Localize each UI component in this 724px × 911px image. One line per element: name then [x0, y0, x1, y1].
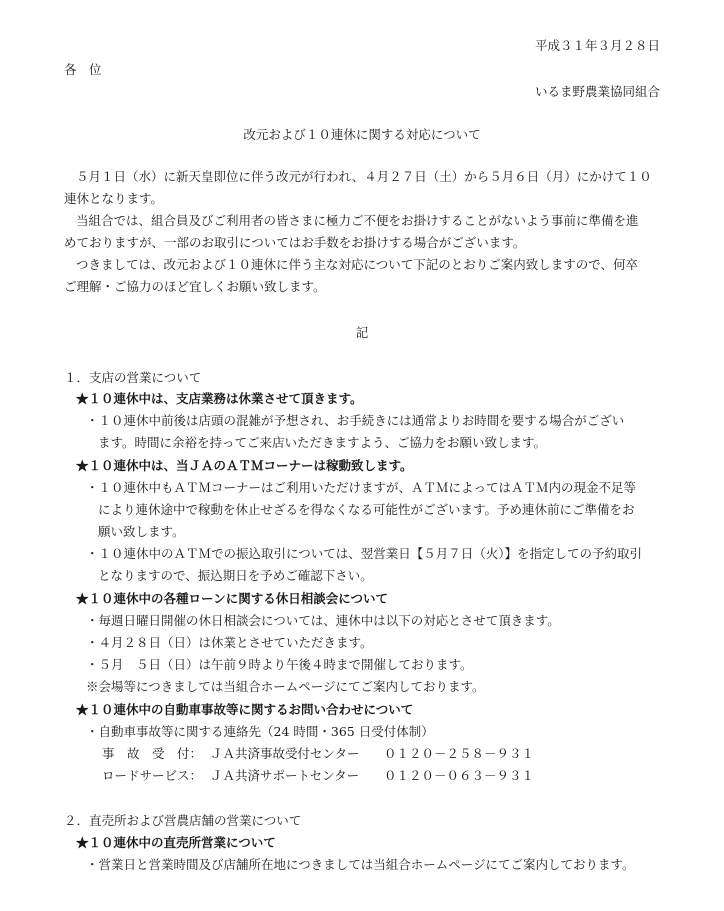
section-1-subheading-1: ★１０連休中は、支店業務は休業させて頂きます。: [76, 391, 363, 406]
section-2-subheading-1: ★１０連休中の直売所営業について: [76, 835, 276, 850]
contact-row-accident: [102, 745, 534, 763]
section-1-sub-3-bullet-3: ・５月 ５日（日）は午前９時より午後４時まで開催しております。: [86, 657, 473, 672]
section-1-subheading-4: ★１０連休中の自動車事故等に関するお問い合わせについて: [76, 702, 414, 717]
section-1-sub-3-bullet-1: ・毎週日曜日開催の休日相談会については、連休中は以下の対応とさせて頂きます。: [86, 613, 560, 628]
section-1-sub-2-bullet-2-line-1: ・１０連休中のＡＴＭでの振込取引については、翌営業日【５月７日（火）】を指定しての予約取引: [86, 546, 643, 561]
section-1-sub-1-bullet-1-line-2: ます。時間に余裕を持ってご来店いただきますよう、ご協力をお願い致します。: [98, 435, 547, 450]
section-1-sub-2-bullet-1-line-2: により連休途中で稼動を休止せざるを得なくなる可能性がございます。予め連休前にご準備をお: [98, 502, 635, 517]
section-1-sub-2-bullet-1-line-3: 願い致します。: [98, 524, 185, 539]
intro-paragraph-1-line-1: ５月１日（水）に新天皇即位に伴う改元が行われ、４月２７日（土）から５月６日（月）にかけて１０: [76, 169, 652, 184]
intro-paragraph-3-line-1: つきましては、改元および１０連休に伴う主な対応について下記のとおりご案内致しますので、何卒: [76, 257, 639, 272]
intro-paragraph-2-line-1: 当組合では、組合員及びご利用者の皆さまに極力ご不便をお掛けすることがないよう事前に準備を進: [76, 213, 639, 228]
section-1-sub-3-note: ※会場等につきましては当組合ホームページにてご案内しております。: [86, 679, 485, 694]
contact-center-name: ＪＡ共済サポートセンター: [210, 768, 360, 783]
section-2-sub-1-bullet-1: ・営業日と営業時間及び店舗所在地につきましては当組合ホームページにてご案内しております。: [86, 857, 635, 872]
section-1-sub-1-bullet-1-line-1: ・１０連休中前後は店頭の混雑が予想され、お手続きには通常よりお時間を要する場合がござい: [86, 413, 625, 428]
contact-label: ロードサービス：: [102, 768, 203, 783]
issuing-organization: いるま野農業協同組合: [534, 84, 660, 99]
section-1-subheading-2: ★１０連休中は、当ＪＡのＡＴＭコーナーは稼動致します。: [76, 458, 413, 473]
contact-phone-number: ０１２０－２５８－９３１: [384, 746, 535, 761]
section-1-sub-2-bullet-1-line-1: ・１０連休中もＡＴＭコーナーはご利用いただけますが、ＡＴＭによってはＡＴＭ内の現金不足等: [86, 480, 637, 495]
intro-paragraph-3-line-2: ご理解・ご協力のほど宜しくお願い致します。: [64, 279, 326, 294]
addressee: 各 位: [64, 62, 102, 77]
contact-center-name: ＪＡ共済事故受付センター: [210, 746, 360, 761]
section-1-subheading-3: ★１０連休中の各種ローンに関する休日相談会について: [76, 591, 389, 606]
intro-paragraph-1-line-2: 連休となります。: [64, 191, 164, 206]
document-date: 平成３１年３月２８日: [534, 38, 660, 53]
contact-label: 事 故 受 付：: [102, 746, 203, 761]
ki-marker: 記: [355, 325, 369, 340]
section-1-heading: １．支店の営業について: [64, 370, 202, 385]
section-1-sub-3-bullet-2: ・４月２８日（日）は休業とさせていただきます。: [86, 635, 373, 650]
contact-row-road-service: [102, 767, 534, 785]
intro-paragraph-2-line-2: めておりますが、一部のお取引についてはお手数をお掛けする場合がございます。: [64, 235, 526, 250]
section-1-sub-2-bullet-2-line-2: となりますので、振込期日を予めご確認下さい。: [98, 568, 373, 583]
section-2-heading: ２．直売所および営農店舗の営業について: [64, 813, 302, 828]
contact-phone-number: ０１２０－０６３－９３１: [384, 768, 535, 783]
document-title: 改元および１０連休に関する対応について: [243, 127, 481, 142]
section-1-sub-4-bullet-1: ・自動車事故等に関する連絡先（24 時間・365 日受付体制）: [86, 724, 434, 739]
